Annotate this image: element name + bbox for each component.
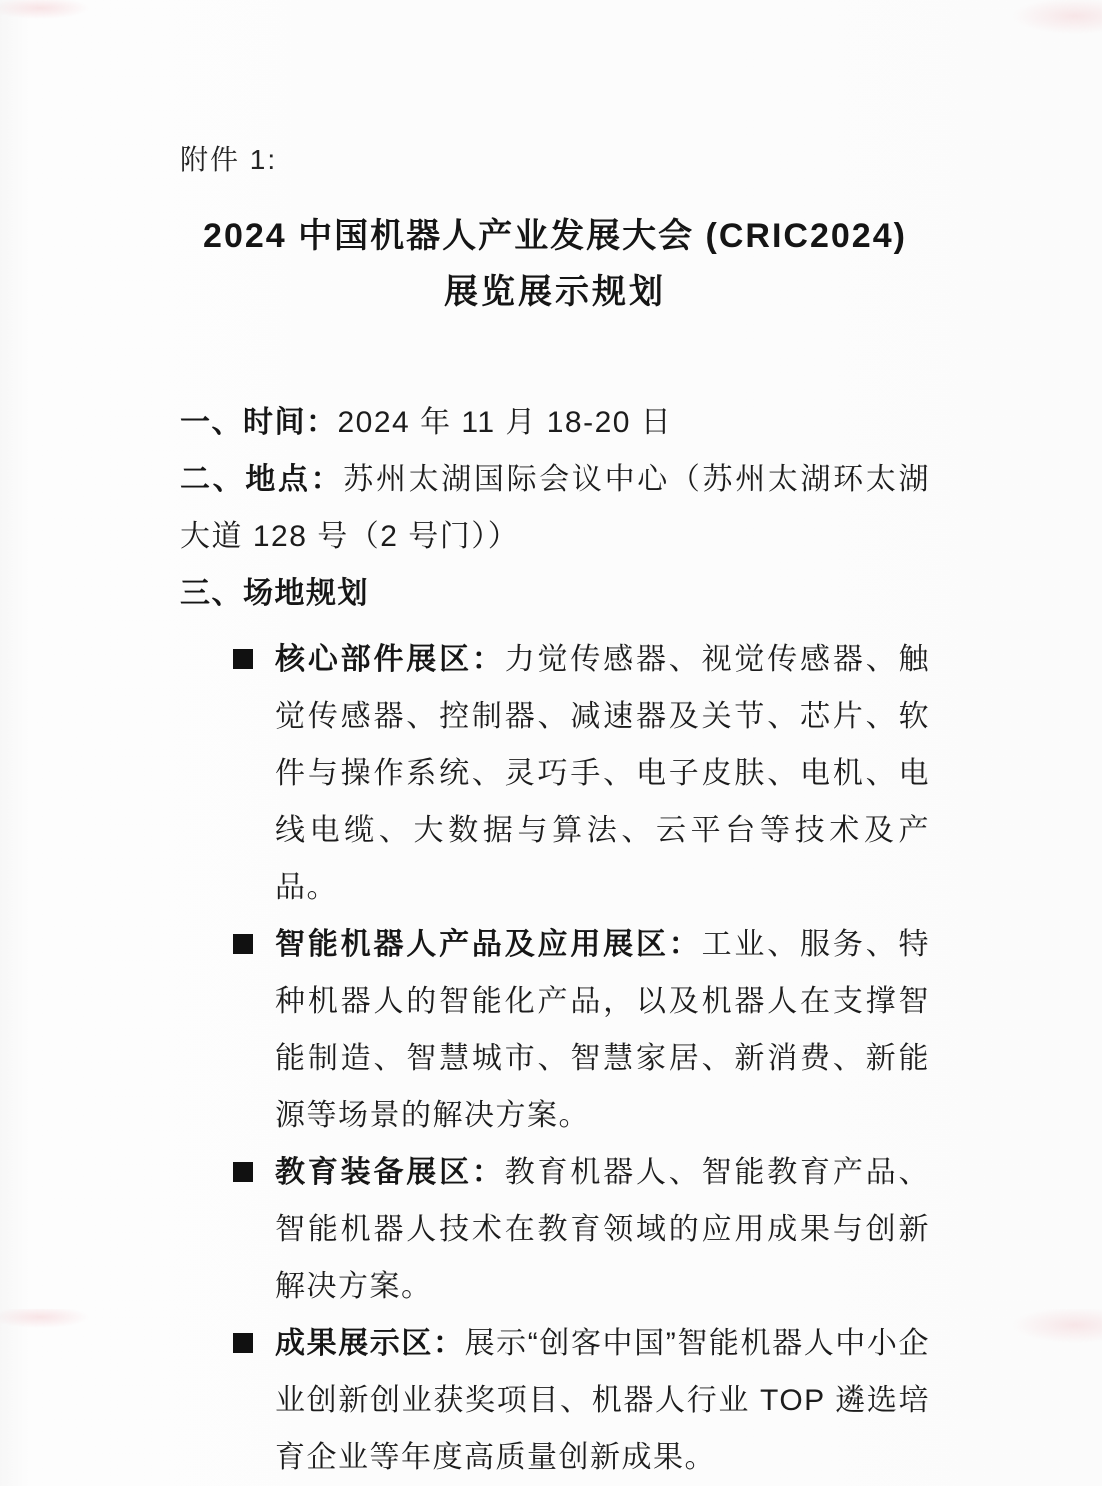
bullet-intelligent-robots-text <box>275 916 930 1144</box>
doc-title-line2: 展览展示规划 <box>444 273 666 311</box>
bullet-intelligent-robots <box>180 916 930 1144</box>
bullet-education-equipment-label: 教育装备展区： <box>275 1156 505 1189</box>
attachment-label: 附件 1: <box>180 144 278 175</box>
doc-title-line1: 2024 中国机器人产业发展大会 (CRIC2024) <box>203 217 907 255</box>
bullet-marker-cell <box>180 631 275 688</box>
bullet-achievements-text <box>275 1315 930 1486</box>
section-time-label: 一、时间： <box>180 406 338 439</box>
bullet-achievements-label: 成果展示区： <box>275 1327 465 1360</box>
bullet-intelligent-robots-label: 智能机器人产品及应用展区： <box>275 928 702 961</box>
document-body <box>180 394 930 1486</box>
section-time <box>180 394 930 451</box>
bullet-core-components-text <box>275 631 930 916</box>
section-time-value: 2024 年 11 月 18-20 日 <box>337 406 673 439</box>
bullet-core-components <box>180 631 930 916</box>
square-bullet-icon <box>233 1162 253 1182</box>
section-location-value: 苏州太湖国际会议中心（苏州太湖环太湖大道 128 号（2 号门）） <box>180 463 931 553</box>
square-bullet-icon <box>233 649 253 669</box>
bullet-achievements <box>180 1315 930 1486</box>
bullet-marker-cell <box>180 1315 275 1372</box>
bullet-achievements-body: 展示“创客中国”智能机器人中小企业创新创业获奖项目、机器人行业 TOP 遴选培育企业等年度高质量创新成果。 <box>275 1327 930 1474</box>
section-venue-plan <box>180 565 930 622</box>
square-bullet-icon <box>233 1333 253 1353</box>
bullet-education-equipment <box>180 1144 930 1315</box>
section-location <box>180 451 930 565</box>
bullet-core-components-body: 力觉传感器、视觉传感器、触觉传感器、控制器、减速器及关节、芯片、软件与操作系统、灵巧手、电子皮肤、电机、电线电缆、大数据与算法、云平台等技术及产品。 <box>275 643 931 904</box>
bullet-education-equipment-text <box>275 1144 930 1315</box>
section-location-label: 二、地点： <box>180 463 344 496</box>
bullet-marker-cell <box>180 1144 275 1201</box>
bullet-core-components-label: 核心部件展区： <box>275 643 505 676</box>
bullet-list <box>180 631 930 1486</box>
square-bullet-icon <box>233 934 253 954</box>
bullet-intelligent-robots-body: 工业、服务、特种机器人的智能化产品，以及机器人在支撑智能制造、智慧城市、智慧家居、新消费、新能源等场景的解决方案。 <box>275 928 931 1132</box>
bullet-education-equipment-body: 教育机器人、智能教育产品、智能机器人技术在教育领域的应用成果与创新解决方案。 <box>275 1156 931 1303</box>
title-block <box>180 214 930 314</box>
bullet-marker-cell <box>180 916 275 973</box>
section-venue-plan-label: 三、场地规划 <box>180 577 369 610</box>
